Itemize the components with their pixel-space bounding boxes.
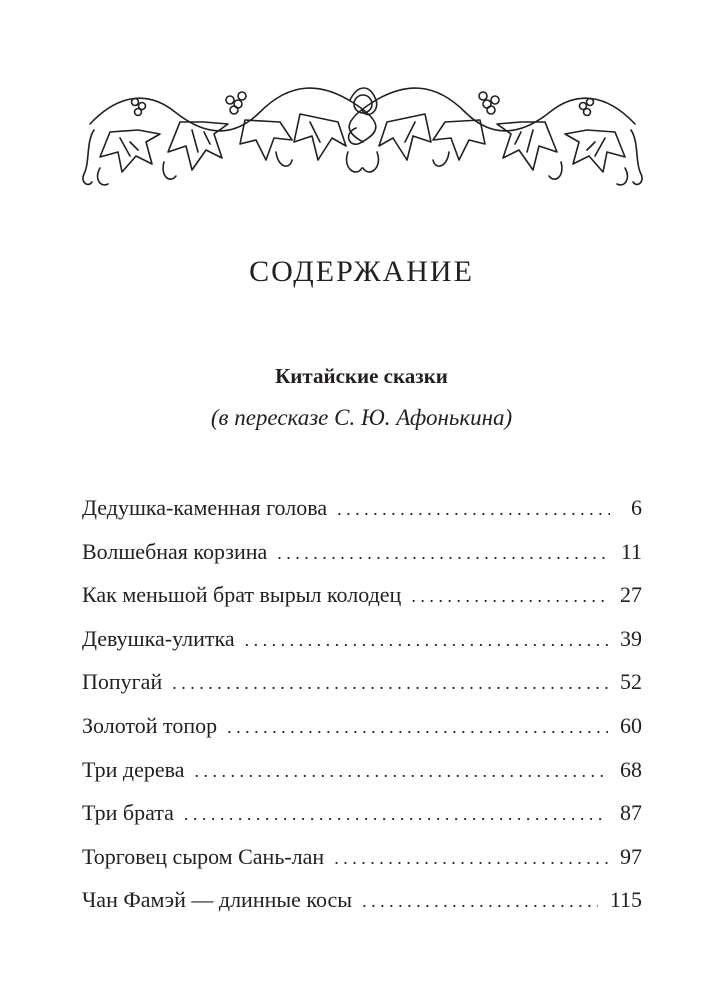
toc-entry[interactable] — [82, 795, 642, 839]
toc-entry-title: Чан Фамэй — длинные косы — [82, 887, 353, 913]
toc-dot-leader — [227, 709, 608, 745]
toc-dot-leader — [172, 665, 608, 701]
toc-dot-leader — [362, 883, 598, 919]
toc-entry[interactable] — [82, 534, 642, 578]
toc-dot-leader — [194, 753, 608, 789]
toc-entry[interactable] — [82, 882, 642, 926]
toc-entry-title: Попугай — [82, 669, 163, 695]
toc-entry-page: 52 — [620, 669, 642, 695]
toc-entry[interactable] — [82, 839, 642, 883]
toc-dot-leader — [334, 840, 608, 876]
toc-entry-page: 39 — [620, 625, 642, 651]
toc-entry-page: 115 — [609, 887, 642, 913]
toc-entry-page: 60 — [620, 712, 642, 738]
toc-entry[interactable] — [82, 490, 642, 534]
toc-entry-page: 87 — [620, 800, 642, 826]
section-subtitle: (в пересказе С. Ю. Афонькина) — [210, 405, 513, 430]
toc-dot-leader — [337, 491, 610, 527]
toc-entry-page: 68 — [620, 756, 642, 782]
toc-entry-title: Дедушка-каменная голова — [82, 495, 328, 520]
toc-entry-title: Торговец сыром Сань-лан — [82, 843, 325, 869]
toc-dot-leader — [245, 622, 608, 658]
toc-entry-page: 27 — [620, 582, 642, 608]
toc-entry[interactable] — [82, 708, 642, 752]
toc-entry-page: 97 — [620, 843, 642, 869]
toc-dot-leader — [184, 796, 608, 832]
grapevine-ornament-icon — [80, 72, 645, 202]
toc-entry-title: Три дерева — [82, 756, 185, 782]
toc-dot-leader — [277, 535, 609, 571]
toc-entry[interactable] — [82, 577, 642, 621]
toc-entry-page: 6 — [631, 495, 642, 520]
page-title: СОДЕРЖАНИЕ — [249, 255, 474, 288]
toc-entry-title: Три брата — [82, 800, 174, 826]
toc-entry[interactable] — [82, 752, 642, 796]
toc-entry-title: Как меньшой брат вырыл колодец — [82, 582, 402, 608]
toc-entry[interactable] — [82, 621, 642, 665]
toc-entry-title: Золотой топор — [82, 712, 218, 738]
toc-entry-title: Волшебная корзина — [82, 538, 268, 564]
toc-dot-leader — [411, 578, 608, 614]
toc-entry-page: 11 — [620, 538, 642, 564]
toc-entry-title: Девушка-улитка — [82, 625, 235, 651]
toc-entry[interactable] — [82, 664, 642, 708]
section-title: Китайские сказки — [275, 364, 448, 388]
table-of-contents — [82, 490, 642, 926]
